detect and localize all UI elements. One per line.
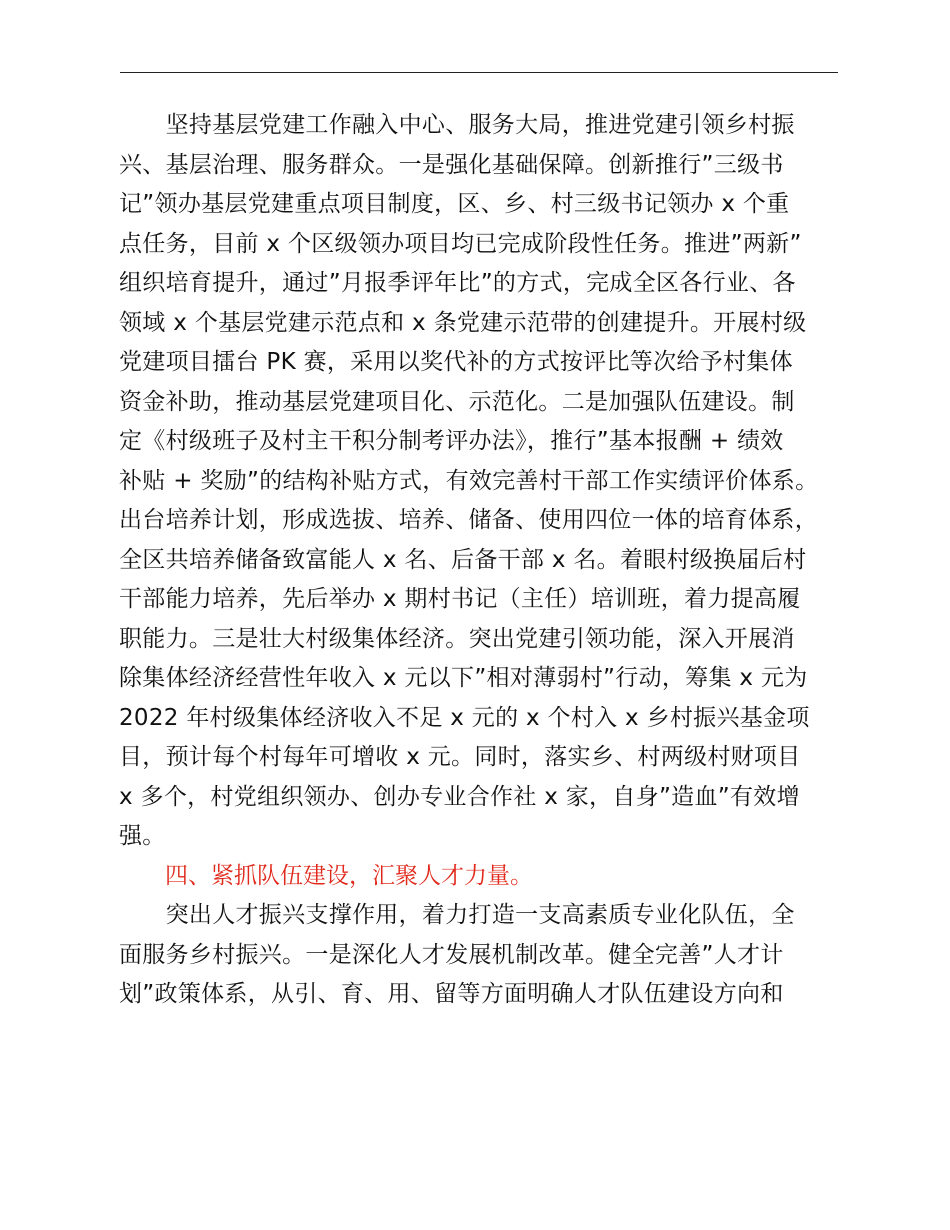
text-line: 干部能力培养，先后举办 x 期村书记（主任）培训班，着力提高履 [119,586,801,612]
text-line: 党建项目擂台 PK 赛，采用以奖代补的方式按评比等次给予村集体 [119,349,793,375]
text-line: 记”领办基层党建重点项目制度，区、乡、村三级书记领办 x 个重 [119,191,790,217]
text-line: 定《村级班子及村主干积分制考评办法》，推行”基本报酬 + 绩效 [119,428,784,454]
text-line: 坚持基层党建工作融入中心、服务大局，推进党建引领乡村振 [119,112,795,138]
text-line: 领域 x 个基层党建示范点和 x 条党建示范带的创建提升。开展村级 [119,309,807,336]
text-line: 突出人才振兴支撑作用，着力打造一支高素质专业化队伍，全 [119,902,795,928]
paragraph-party-building [119,106,844,857]
text-line: 强。 [119,823,166,849]
text-line: 除集体经济经营性年收入 x 元以下”相对薄弱村”行动，筹集 x 元为 [119,665,808,691]
text-line: 点任务，目前 x 个区级领办项目均已完成阶段性任务。推进”两新” [119,230,802,257]
section-heading: 四、紧抓队伍建设，汇聚人才力量。 [119,862,533,889]
text-line: 面服务乡村振兴。一是深化人才发展机制改革。健全完善”人才计 [119,941,784,968]
text-line: 目，预计每个村每年可增收 x 元。同时，落实乡、村两级村财项目 [119,744,801,770]
text-line: 资金补助，推动基层党建项目化、示范化。二是加强队伍建设。制 [119,388,795,415]
text-line: x 多个，村党组织领办、创办专业合作社 x 家，自身”造血”有效增 [119,783,800,810]
text-line: 2022 年村级集体经济收入不足 x 元的 x 个村入 x 乡村振兴基金项 [119,704,810,731]
text-line: 兴、基层治理、服务群众。一是强化基础保障。创新推行”三级书 [119,151,784,178]
header-rule [120,72,838,73]
paragraph-talent [119,896,844,1015]
text-line: 补贴 + 奖励”的结构补贴方式，有效完善村干部工作实绩评价体系。 [119,467,819,494]
text-line: 全区共培养储备致富能人 x 名、后备干部 x 名。着眼村级换届后村 [119,546,807,573]
text-line: 出台培养计划，形成选拔、培养、储备、使用四位一体的培育体系， [119,507,818,533]
text-line: 职能力。三是壮大村级集体经济。突出党建引领功能，深入开展消 [119,625,795,652]
text-line: 划”政策体系，从引、育、用、留等方面明确人才队伍建设方向和 [119,981,784,1007]
text-line: 组织培育提升，通过”月报季评年比”的方式，完成全区各行业、各 [119,270,796,296]
document-body [119,106,844,1015]
